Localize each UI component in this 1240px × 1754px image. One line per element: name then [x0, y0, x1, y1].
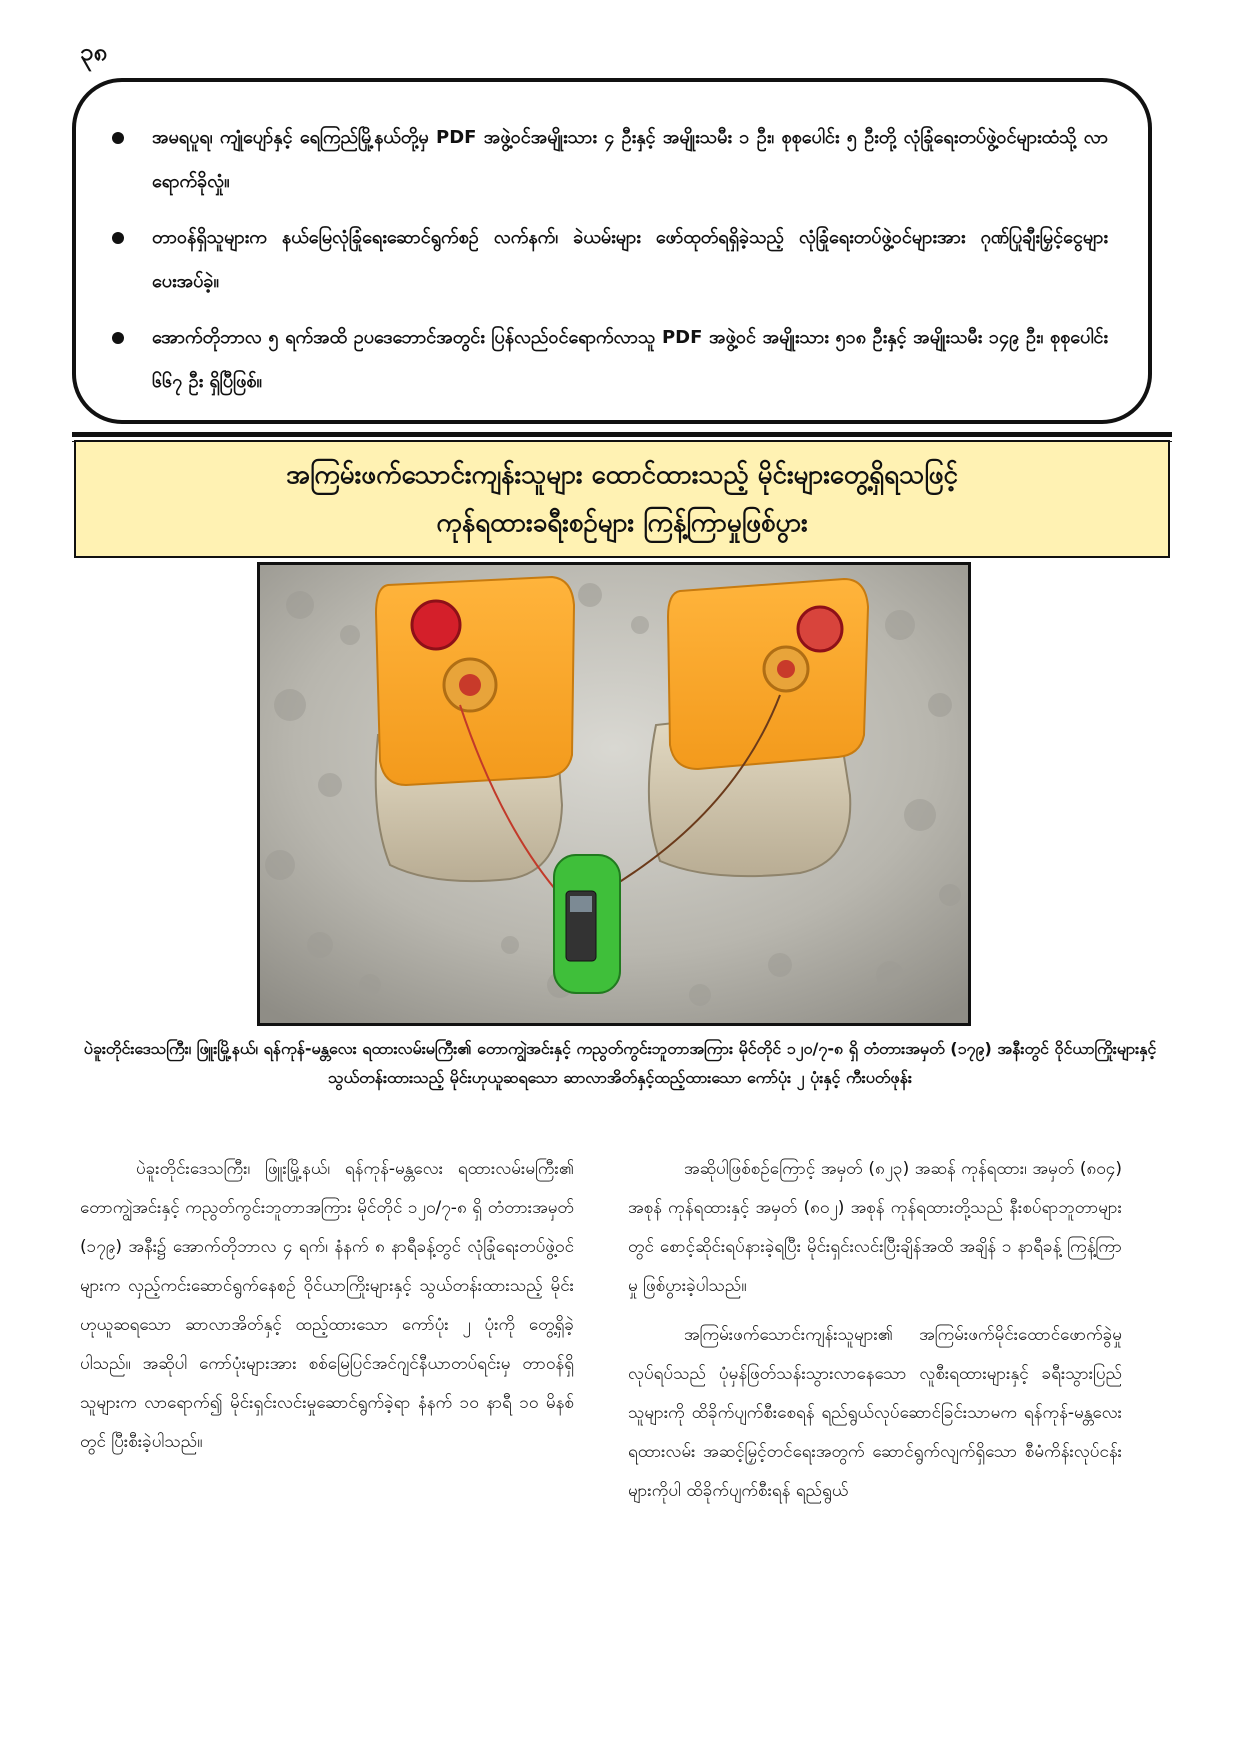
headline-line-2: ကုန်ရထားခရီးစဉ်များ ကြန့်ကြာမှုဖြစ်ပွား: [436, 508, 808, 538]
summary-bullet: [112, 216, 1108, 304]
news-photo: [257, 562, 971, 1026]
headline-box: [74, 440, 1170, 558]
bullet-dot-icon: [112, 232, 124, 244]
right-cap: [798, 607, 842, 651]
summary-bullet: [112, 116, 1108, 204]
article-column-right: [628, 1150, 1122, 1521]
page-number: ၃၈: [80, 38, 108, 66]
left-spout-inner: [459, 674, 481, 696]
article-paragraph: အကြမ်းဖက်သောင်းကျန်းသူများ၏ အကြမ်းဖက်မိုင်းထောင်ဖောက်ခွဲမှုလုပ်ရပ်သည် ပုံမှန်ဖြတ်သန်းသွားလာနေသော လူစီးရထားများနှင့် ခရီးသွားပြည်သူများကို ထိခိုက်ပျက်စီးစေရန် ရည်ရွယ်လုပ်ဆောင်ခြင်းသာမက ရန်ကုန်-မန္တလေး ရထားလမ်း အဆင့်မြှင့်တင်ရေးအတွက် ဆောင်ရွက်လျက်ရှိသော စီမံကိန်းလုပ်ငန်းများကိုပါ ထိခိုက်ပျက်စီးရန် ရည်ရွယ်: [628, 1325, 1122, 1501]
left-cap: [412, 601, 460, 649]
summary-bullet-text: အမရပူရ၊ ကျုံပျော်နှင့် ရေကြည်မြို့နယ်တို့မှ PDF အဖွဲ့ဝင်အမျိုးသား ၄ ဦးနှင့် အမျိုးသမီး ၁ ဦး၊ စုစုပေါင်း ၅ ဦးတို့ လုံခြုံရေးတပ်ဖွဲ့ဝင်များထံသို့ လာရောက်ခိုလှုံ။: [152, 127, 1108, 192]
bullet-dot-icon: [112, 132, 124, 144]
bullet-dot-icon: [112, 332, 124, 344]
photo-illustration: [260, 565, 968, 1023]
summary-bullet-text: အောက်တိုဘာလ ၅ ရက်အထိ ဥပဒေဘောင်အတွင်း ပြန်လည်ဝင်ရောက်လာသူ PDF အဖွဲ့ဝင် အမျိုးသား ၅၁၈ ဦးနှင့် အမျိုးသမီး ၁၄၉ ဦး၊ စုစုပေါင်း ၆၆၇ ဦး ရှိပြီဖြစ်။: [152, 327, 1108, 392]
photo-caption: ပဲခူးတိုင်းဒေသကြီး၊ ဖြူးမြို့နယ်၊ ရန်ကုန်-မန္တလေး ရထားလမ်းမကြီး၏ တောကျွဲအင်းနှင့် ကညွတ်ကွင်းဘူတာအကြား မိုင်တိုင် ၁၂၀/၇-၈ ရှိ တံတားအမှတ် (၁၇၉) အနီးတွင် ဝိုင်ယာကြိုးများနှင့် သွယ်တန်းထားသည့် မိုင်းဟုယူဆရသော ဆာလာအိတ်နှင့်ထည့်ထားသော ကော်ပုံး ၂ ပုံးနှင့် ကီးပတ်ဖုန်း: [83, 1039, 1157, 1087]
right-spout-inner: [777, 660, 795, 678]
article-paragraph: အဆိုပါဖြစ်စဉ်ကြောင့် အမှတ် (၈၂၃) အဆန် ကုန်ရထား၊ အမှတ် (၈၀၄) အစုန် ကုန်ရထားနှင့် အမှတ် (၈၀၂) အစုန် ကုန်ရထားတို့သည် နီးစပ်ရာဘူတာများတွင် စောင့်ဆိုင်းရပ်နားခဲ့ရပြီး မိုင်းရှင်းလင်းပြီးချိန်အထိ အချိန် ၁ နာရီခန့် ကြန့်ကြာမှု ဖြစ်ပွားခဲ့ပါသည်။: [628, 1159, 1122, 1296]
article-paragraph: ပဲခူးတိုင်းဒေသကြီး၊ ဖြူးမြို့နယ်၊ ရန်ကုန်-မန္တလေး ရထားလမ်းမကြီး၏ တောကျွဲအင်းနှင့် ကညွတ်ကွင်းဘူတာအကြား မိုင်တိုင် ၁၂၀/၇-၈ ရှိ တံတားအမှတ် (၁၇၉) အနီး၌ အောက်တိုဘာလ ၄ ရက်၊ နံနက် ၈ နာရီခန့်တွင် လုံခြုံရေးတပ်ဖွဲ့ဝင်များက လှည့်ကင်းဆောင်ရွက်နေစဉ် ဝိုင်ယာကြိုးများနှင့် သွယ်တန်းထားသည့် မိုင်းဟုယူဆရသော ဆာလာအိတ်နှင့် ထည့်ထားသော ကော်ပုံး ၂ ပုံးကို တွေ့ရှိခဲ့ပါသည်။ အဆိုပါ ကော်ပုံးများအား စစ်မြေပြင်အင်ဂျင်နီယာတပ်ရင်းမှ တာဝန်ရှိသူများက လာရောက်၍ မိုင်းရှင်းလင်းမှုဆောင်ရွက်ခဲ့ရာ နံနက် ၁၀ နာရီ ၁၀ မိနစ်တွင် ပြီးစီးခဲ့ပါသည်။: [80, 1159, 574, 1452]
summary-bullet-text: တာဝန်ရှိသူများက နယ်မြေလုံခြုံရေးဆောင်ရွက်စဉ် လက်နက်၊ ခဲယမ်းများ ဖော်ထုတ်ရရှိခဲ့သည့် လုံခြုံရေးတပ်ဖွဲ့ဝင်များအား ဂုဏ်ပြုချီးမြှင့်ငွေများ ပေးအပ်ခဲ့။: [152, 227, 1108, 292]
summary-bullet: [112, 316, 1108, 404]
headline-line-1: အကြမ်းဖက်သောင်းကျန်းသူများ ထောင်ထားသည့် မိုင်းများတွေ့ရှိရသဖြင့်: [286, 460, 958, 490]
section-divider: [72, 432, 1172, 437]
phone-screen: [570, 896, 592, 912]
summary-box: [72, 78, 1152, 424]
headline: [142, 451, 1102, 547]
article-column-left: [80, 1150, 574, 1472]
